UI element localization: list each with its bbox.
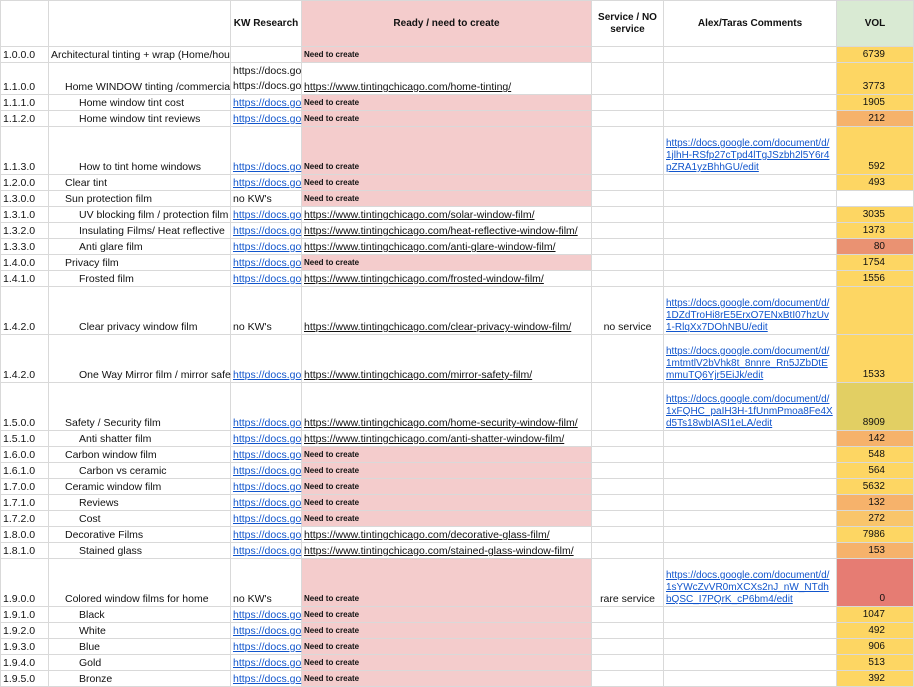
kw-link[interactable]: https://docs.go <box>233 481 302 493</box>
row-kw-cell[interactable] <box>231 271 302 287</box>
kw-link[interactable]: https://docs.go <box>233 113 302 125</box>
row-vol-cell[interactable]: 8909 <box>837 383 914 431</box>
row-service-cell[interactable] <box>592 383 664 431</box>
row-name-cell[interactable]: Safety / Security film <box>49 383 231 431</box>
row-comment-cell[interactable] <box>664 255 837 271</box>
row-kw-cell[interactable] <box>231 495 302 511</box>
kw-link[interactable]: https://docs.go <box>233 97 302 109</box>
page-url-link[interactable]: https://www.tintingchicago.com/home-security-window-film/ <box>304 417 578 429</box>
row-ready-cell[interactable] <box>302 271 592 287</box>
row-comment-cell[interactable] <box>664 207 837 223</box>
table-row <box>1 655 914 671</box>
row-name-cell[interactable]: Sun protection film <box>49 191 231 207</box>
kw-link[interactable]: https://docs.go <box>233 433 302 445</box>
row-ready-cell[interactable] <box>302 239 592 255</box>
row-service-cell[interactable] <box>592 111 664 127</box>
table-row <box>1 111 914 127</box>
table-row <box>1 95 914 111</box>
row-kw-cell[interactable] <box>231 607 302 623</box>
row-kw-cell[interactable] <box>231 431 302 447</box>
row-vol-cell[interactable]: 272 <box>837 511 914 527</box>
kw-link[interactable]: https://docs.go <box>233 513 302 525</box>
row-comment-cell[interactable] <box>664 111 837 127</box>
row-name-cell[interactable]: Carbon window film <box>49 447 231 463</box>
row-service-cell[interactable] <box>592 271 664 287</box>
row-id-cell[interactable]: 1.1.2.0 <box>1 111 49 127</box>
page-url-link[interactable]: https://www.tintingchicago.com/frosted-window-film/ <box>304 273 544 285</box>
row-ready-cell[interactable] <box>302 639 592 655</box>
row-name-cell[interactable]: Reviews <box>49 495 231 511</box>
row-comment-cell[interactable] <box>664 479 837 495</box>
row-service-cell[interactable] <box>592 127 664 175</box>
comment-doc-link[interactable]: https://docs.google.com/document/d/1jlhH-RSfp27cTpd4lTgJSzbh2l5Y6r4pZRA1yzBhhGU/edit <box>666 138 830 173</box>
row-service-cell[interactable] <box>592 63 664 95</box>
need-to-create-label: Need to create <box>304 50 360 59</box>
need-to-create-label: Need to create <box>304 610 360 619</box>
table-row <box>1 47 914 63</box>
row-service-cell[interactable] <box>592 671 664 687</box>
row-kw-cell[interactable] <box>231 383 302 431</box>
row-kw-cell[interactable] <box>231 479 302 495</box>
table-row <box>1 527 914 543</box>
row-name-cell[interactable]: Privacy film <box>49 255 231 271</box>
row-vol-cell[interactable]: 392 <box>837 671 914 687</box>
row-ready-cell[interactable] <box>302 559 592 607</box>
row-ready-cell[interactable] <box>302 463 592 479</box>
need-to-create-label: Need to create <box>304 178 360 187</box>
header-id[interactable] <box>1 1 49 47</box>
need-to-create-label: Need to create <box>304 162 360 171</box>
row-ready-cell[interactable] <box>302 127 592 175</box>
row-vol-cell[interactable]: 1533 <box>837 335 914 383</box>
row-vol-cell[interactable]: 493 <box>837 175 914 191</box>
row-ready-cell[interactable] <box>302 511 592 527</box>
row-name-cell[interactable]: Carbon vs ceramic <box>49 463 231 479</box>
row-kw-cell[interactable] <box>231 255 302 271</box>
kw-link[interactable]: https://docs.go <box>233 241 302 253</box>
table-row <box>1 175 914 191</box>
kw-link[interactable]: https://docs.go <box>233 273 302 285</box>
kw-link[interactable]: https://docs.go <box>233 625 302 637</box>
row-comment-cell[interactable] <box>664 223 837 239</box>
row-kw-cell[interactable] <box>231 207 302 223</box>
need-to-create-label: Need to create <box>304 514 360 523</box>
row-kw-cell[interactable] <box>231 511 302 527</box>
row-kw-cell[interactable] <box>231 447 302 463</box>
row-id-cell[interactable]: 1.9.4.0 <box>1 655 49 671</box>
row-vol-cell[interactable]: 7986 <box>837 527 914 543</box>
row-id-cell[interactable]: 1.0.0.0 <box>1 47 49 63</box>
row-comment-cell[interactable] <box>664 95 837 111</box>
row-kw-cell[interactable]: no KW's <box>231 559 302 607</box>
row-service-cell[interactable] <box>592 239 664 255</box>
kw-link[interactable]: https://docs.go <box>233 209 302 221</box>
table-row <box>1 479 914 495</box>
kw-link[interactable]: https://docs.go <box>233 369 302 381</box>
table-row <box>1 191 914 207</box>
row-name-cell[interactable]: Anti glare film <box>49 239 231 255</box>
table-row <box>1 559 914 607</box>
row-service-cell[interactable] <box>592 335 664 383</box>
row-vol-cell[interactable]: 80 <box>837 239 914 255</box>
header-comments[interactable]: Alex/Taras Comments <box>664 1 837 47</box>
row-kw-cell[interactable] <box>231 639 302 655</box>
row-service-cell[interactable] <box>592 207 664 223</box>
need-to-create-label: Need to create <box>304 642 360 651</box>
row-vol-cell[interactable]: 564 <box>837 463 914 479</box>
row-ready-cell[interactable] <box>302 383 592 431</box>
row-comment-cell[interactable] <box>664 559 837 607</box>
row-vol-cell[interactable]: 492 <box>837 623 914 639</box>
kw-link[interactable]: https://docs.go <box>233 417 302 429</box>
row-service-cell[interactable] <box>592 623 664 639</box>
row-kw-cell[interactable] <box>231 127 302 175</box>
table-row <box>1 223 914 239</box>
row-ready-cell[interactable] <box>302 447 592 463</box>
kw-link[interactable]: https://docs.go <box>233 497 302 509</box>
row-ready-cell[interactable] <box>302 623 592 639</box>
row-kw-cell[interactable] <box>231 527 302 543</box>
row-service-cell[interactable] <box>592 511 664 527</box>
row-service-cell[interactable] <box>592 223 664 239</box>
row-name-cell[interactable]: Cost <box>49 511 231 527</box>
row-ready-cell[interactable] <box>302 527 592 543</box>
row-name-cell[interactable]: Architectural tinting + wrap (Home/hou <box>49 47 231 63</box>
row-comment-cell[interactable] <box>664 271 837 287</box>
row-vol-cell[interactable]: 1047 <box>837 607 914 623</box>
row-service-cell[interactable]: no service <box>592 287 664 335</box>
row-vol-cell[interactable]: 1754 <box>837 255 914 271</box>
row-comment-cell[interactable] <box>664 671 837 687</box>
row-name-cell[interactable]: Gold <box>49 655 231 671</box>
row-ready-cell[interactable] <box>302 223 592 239</box>
row-id-cell[interactable]: 1.9.0.0 <box>1 559 49 607</box>
kw-link[interactable]: https://docs.go <box>233 529 302 541</box>
need-to-create-label: Need to create <box>304 482 360 491</box>
row-name-cell[interactable]: Colored window films for home <box>49 559 231 607</box>
row-name-cell[interactable]: Black <box>49 607 231 623</box>
need-to-create-label: Need to create <box>304 498 360 507</box>
kw-link[interactable]: https://docs.go <box>233 657 302 669</box>
table-row <box>1 335 914 383</box>
row-comment-cell[interactable] <box>664 527 837 543</box>
need-to-create-label: Need to create <box>304 626 360 635</box>
row-kw-cell[interactable]: no KW's <box>231 191 302 207</box>
header-row <box>1 1 914 47</box>
row-comment-cell[interactable] <box>664 447 837 463</box>
row-comment-cell[interactable] <box>664 495 837 511</box>
kw-link[interactable]: https://docs.go <box>233 609 302 621</box>
need-to-create-label: Need to create <box>304 114 360 123</box>
page-url-link[interactable]: https://www.tintingchicago.com/stained-glass-window-film/ <box>304 545 574 557</box>
row-id-cell[interactable]: 1.9.2.0 <box>1 623 49 639</box>
page-url-link[interactable]: https://www.tintingchicago.com/mirror-safety-film/ <box>304 369 533 381</box>
need-to-create-label: Need to create <box>304 658 360 667</box>
table-row <box>1 255 914 271</box>
row-id-cell[interactable]: 1.5.1.0 <box>1 431 49 447</box>
row-service-cell[interactable] <box>592 479 664 495</box>
row-vol-cell[interactable]: 0 <box>837 559 914 607</box>
row-id-cell[interactable]: 1.4.1.0 <box>1 271 49 287</box>
header-ready[interactable]: Ready / need to create <box>302 1 592 47</box>
row-kw-cell[interactable] <box>231 111 302 127</box>
row-vol-cell[interactable]: 592 <box>837 127 914 175</box>
row-id-cell[interactable]: 1.4.2.0 <box>1 335 49 383</box>
table-row <box>1 127 914 175</box>
page-url-link[interactable]: https://www.tintingchicago.com/clear-privacy-window-film/ <box>304 321 572 333</box>
row-kw-cell[interactable] <box>231 543 302 559</box>
header-service[interactable]: Service / NO service <box>592 1 664 47</box>
row-ready-cell[interactable] <box>302 95 592 111</box>
table-row <box>1 63 914 95</box>
kw-link[interactable]: https://docs.go <box>233 545 302 557</box>
row-service-cell[interactable] <box>592 527 664 543</box>
row-comment-cell[interactable] <box>664 127 837 175</box>
row-id-cell[interactable]: 1.7.1.0 <box>1 495 49 511</box>
row-id-cell[interactable]: 1.2.0.0 <box>1 175 49 191</box>
row-comment-cell[interactable] <box>664 431 837 447</box>
row-name-cell[interactable]: Anti shatter film <box>49 431 231 447</box>
row-comment-cell[interactable] <box>664 191 837 207</box>
row-id-cell[interactable]: 1.4.2.0 <box>1 287 49 335</box>
row-vol-cell[interactable]: 1373 <box>837 223 914 239</box>
table-row <box>1 287 914 335</box>
row-ready-cell[interactable] <box>302 607 592 623</box>
kw-link[interactable]: https://docs.go <box>233 673 302 685</box>
row-name-cell[interactable]: Bronze <box>49 671 231 687</box>
row-vol-cell[interactable]: 513 <box>837 655 914 671</box>
row-id-cell[interactable]: 1.5.0.0 <box>1 383 49 431</box>
row-kw-cell[interactable]: no KW's <box>231 287 302 335</box>
row-vol-cell[interactable]: 6739 <box>837 47 914 63</box>
row-service-cell[interactable] <box>592 175 664 191</box>
row-ready-cell[interactable] <box>302 431 592 447</box>
row-ready-cell[interactable] <box>302 543 592 559</box>
need-to-create-label: Need to create <box>304 450 360 459</box>
row-id-cell[interactable]: 1.3.2.0 <box>1 223 49 239</box>
header-kw-research[interactable]: KW Research <box>231 1 302 47</box>
row-vol-cell[interactable]: 3035 <box>837 207 914 223</box>
row-name-cell[interactable]: Home window tint cost <box>49 95 231 111</box>
row-comment-cell[interactable] <box>664 639 837 655</box>
row-vol-cell[interactable]: 3773 <box>837 63 914 95</box>
row-kw-cell[interactable] <box>231 623 302 639</box>
table-row <box>1 447 914 463</box>
row-name-cell[interactable]: Clear privacy window film <box>49 287 231 335</box>
row-ready-cell[interactable] <box>302 495 592 511</box>
row-id-cell[interactable]: 1.4.0.0 <box>1 255 49 271</box>
table-row <box>1 495 914 511</box>
kw-link[interactable]: https://docs.go <box>233 641 302 653</box>
comment-doc-link[interactable]: https://docs.google.com/document/d/1xFQHC_paIH3H-1fUnmPmoa8Fe4Xd5Ts18wbIASI1eLA/edit <box>666 394 833 429</box>
row-kw-cell[interactable] <box>231 335 302 383</box>
need-to-create-label: Need to create <box>304 98 360 107</box>
row-vol-cell[interactable]: 906 <box>837 639 914 655</box>
row-ready-cell[interactable] <box>302 287 592 335</box>
row-kw-cell[interactable] <box>231 47 302 63</box>
table-row <box>1 271 914 287</box>
row-comment-cell[interactable] <box>664 655 837 671</box>
row-name-cell[interactable]: How to tint home windows <box>49 127 231 175</box>
row-id-cell[interactable]: 1.9.5.0 <box>1 671 49 687</box>
row-service-cell[interactable] <box>592 431 664 447</box>
row-ready-cell[interactable] <box>302 655 592 671</box>
row-kw-cell[interactable] <box>231 223 302 239</box>
table-row <box>1 207 914 223</box>
row-ready-cell[interactable] <box>302 479 592 495</box>
row-id-cell[interactable]: 1.1.3.0 <box>1 127 49 175</box>
row-comment-cell[interactable] <box>664 335 837 383</box>
need-to-create-label: Need to create <box>304 674 360 683</box>
row-name-cell[interactable]: White <box>49 623 231 639</box>
row-id-cell[interactable]: 1.9.1.0 <box>1 607 49 623</box>
page-url-link[interactable]: https://www.tintingchicago.com/anti-glare-window-film/ <box>304 241 556 253</box>
need-to-create-label: Need to create <box>304 194 360 203</box>
row-name-cell[interactable]: Stained glass <box>49 543 231 559</box>
row-ready-cell[interactable] <box>302 63 592 95</box>
row-name-cell[interactable]: Home window tint reviews <box>49 111 231 127</box>
table-row <box>1 543 914 559</box>
row-name-cell[interactable]: Blue <box>49 639 231 655</box>
row-comment-cell[interactable] <box>664 623 837 639</box>
row-ready-cell[interactable] <box>302 671 592 687</box>
row-comment-cell[interactable] <box>664 511 837 527</box>
row-service-cell[interactable] <box>592 639 664 655</box>
table-row <box>1 623 914 639</box>
row-name-cell[interactable]: Frosted film <box>49 271 231 287</box>
page-url-link[interactable]: https://www.tintingchicago.com/home-tinting/ <box>304 81 512 93</box>
row-vol-cell[interactable]: 132 <box>837 495 914 511</box>
row-vol-cell[interactable]: 548 <box>837 447 914 463</box>
row-service-cell[interactable] <box>592 447 664 463</box>
header-vol[interactable]: VOL <box>837 1 914 47</box>
table-row <box>1 511 914 527</box>
row-vol-cell[interactable]: 153 <box>837 543 914 559</box>
row-kw-cell[interactable] <box>231 463 302 479</box>
row-name-cell[interactable]: UV blocking film / protection film <box>49 207 231 223</box>
kw-link[interactable]: https://docs.go <box>233 177 302 189</box>
row-ready-cell[interactable] <box>302 47 592 63</box>
row-name-cell[interactable]: Insulating Films/ Heat reflective <box>49 223 231 239</box>
row-comment-cell[interactable] <box>664 63 837 95</box>
header-name[interactable] <box>49 1 231 47</box>
row-id-cell[interactable]: 1.7.0.0 <box>1 479 49 495</box>
row-service-cell[interactable] <box>592 255 664 271</box>
row-id-cell[interactable]: 1.1.0.0 <box>1 63 49 95</box>
row-ready-cell[interactable] <box>302 175 592 191</box>
kw-link[interactable]: https://docs.go <box>233 257 302 269</box>
row-vol-cell[interactable]: 212 <box>837 111 914 127</box>
table-row <box>1 639 914 655</box>
table-row <box>1 463 914 479</box>
page-url-link[interactable]: https://www.tintingchicago.com/decorative-glass-film/ <box>304 529 550 541</box>
row-id-cell[interactable]: 1.8.1.0 <box>1 543 49 559</box>
kw-link[interactable]: https://docs.go <box>233 449 302 461</box>
row-kw-cell[interactable] <box>231 655 302 671</box>
row-vol-cell[interactable]: 5632 <box>837 479 914 495</box>
row-id-cell[interactable]: 1.1.1.0 <box>1 95 49 111</box>
row-vol-cell[interactable]: 1905 <box>837 95 914 111</box>
row-ready-cell[interactable] <box>302 255 592 271</box>
row-ready-cell[interactable] <box>302 207 592 223</box>
table-row <box>1 239 914 255</box>
row-name-cell[interactable]: Ceramic window film <box>49 479 231 495</box>
table-row <box>1 671 914 687</box>
row-ready-cell[interactable] <box>302 335 592 383</box>
row-kw-cell[interactable] <box>231 175 302 191</box>
row-vol-cell[interactable]: 1556 <box>837 271 914 287</box>
row-comment-cell[interactable] <box>664 175 837 191</box>
row-id-cell[interactable]: 1.9.3.0 <box>1 639 49 655</box>
comment-doc-link[interactable]: https://docs.google.com/document/d/1sYWcZvVR0mXCXs2nJ_nW_NTdhbQSC_I7PQrK_cP6bm4/edit <box>666 570 830 605</box>
row-comment-cell[interactable] <box>664 383 837 431</box>
row-name-cell[interactable]: Decorative Films <box>49 527 231 543</box>
need-to-create-label: Need to create <box>304 466 360 475</box>
need-to-create-label: Need to create <box>304 258 360 267</box>
row-comment-cell[interactable] <box>664 463 837 479</box>
row-ready-cell[interactable] <box>302 191 592 207</box>
row-kw-cell[interactable]: https://docs.go https://docs.go <box>231 63 302 95</box>
table-row <box>1 607 914 623</box>
table-row <box>1 431 914 447</box>
row-service-cell[interactable] <box>592 543 664 559</box>
row-vol-cell[interactable]: 142 <box>837 431 914 447</box>
row-service-cell[interactable] <box>592 463 664 479</box>
row-service-cell[interactable] <box>592 495 664 511</box>
row-id-cell[interactable]: 1.6.1.0 <box>1 463 49 479</box>
row-kw-cell[interactable] <box>231 671 302 687</box>
comment-doc-link[interactable]: https://docs.google.com/document/d/1mtmtlV2bVhk8t_8nnre_Rn5JZbDtEmmuTQ6Yjr5EiJk/edit <box>666 346 830 381</box>
page-url-link[interactable]: https://www.tintingchicago.com/solar-window-film/ <box>304 209 535 221</box>
row-service-cell[interactable] <box>592 95 664 111</box>
row-service-cell[interactable] <box>592 607 664 623</box>
row-id-cell[interactable]: 1.8.0.0 <box>1 527 49 543</box>
row-vol-cell[interactable] <box>837 287 914 335</box>
page-url-link[interactable]: https://www.tintingchicago.com/anti-shatter-window-film/ <box>304 433 565 445</box>
row-id-cell[interactable]: 1.3.1.0 <box>1 207 49 223</box>
comment-doc-link[interactable]: https://docs.google.com/document/d/1DZdTroHi8rE5ErxO7ENxBtI07hzUv1-RlqXx7DOhNBU/edit <box>666 298 830 333</box>
row-service-cell[interactable]: rare service <box>592 559 664 607</box>
kw-link[interactable]: https://docs.go <box>233 465 302 477</box>
table-row <box>1 383 914 431</box>
kw-link[interactable]: https://docs.go <box>233 161 302 173</box>
row-name-cell[interactable]: One Way Mirror film / mirror safe <box>49 335 231 383</box>
row-comment-cell[interactable] <box>664 239 837 255</box>
row-id-cell[interactable]: 1.7.2.0 <box>1 511 49 527</box>
row-ready-cell[interactable] <box>302 111 592 127</box>
row-vol-cell[interactable] <box>837 191 914 207</box>
row-comment-cell[interactable] <box>664 287 837 335</box>
row-id-cell[interactable]: 1.3.3.0 <box>1 239 49 255</box>
row-id-cell[interactable]: 1.3.0.0 <box>1 191 49 207</box>
row-service-cell[interactable] <box>592 191 664 207</box>
row-comment-cell[interactable] <box>664 543 837 559</box>
row-name-cell[interactable]: Clear tint <box>49 175 231 191</box>
row-name-cell[interactable]: Home WINDOW tinting /commercia <box>49 63 231 95</box>
row-comment-cell[interactable] <box>664 607 837 623</box>
page-url-link[interactable]: https://www.tintingchicago.com/heat-reflective-window-film/ <box>304 225 578 237</box>
row-kw-cell[interactable] <box>231 95 302 111</box>
row-service-cell[interactable] <box>592 47 664 63</box>
row-id-cell[interactable]: 1.6.0.0 <box>1 447 49 463</box>
row-service-cell[interactable] <box>592 655 664 671</box>
need-to-create-label: Need to create <box>304 594 360 603</box>
row-kw-cell[interactable] <box>231 239 302 255</box>
row-comment-cell[interactable] <box>664 47 837 63</box>
kw-link[interactable]: https://docs.go <box>233 225 302 237</box>
